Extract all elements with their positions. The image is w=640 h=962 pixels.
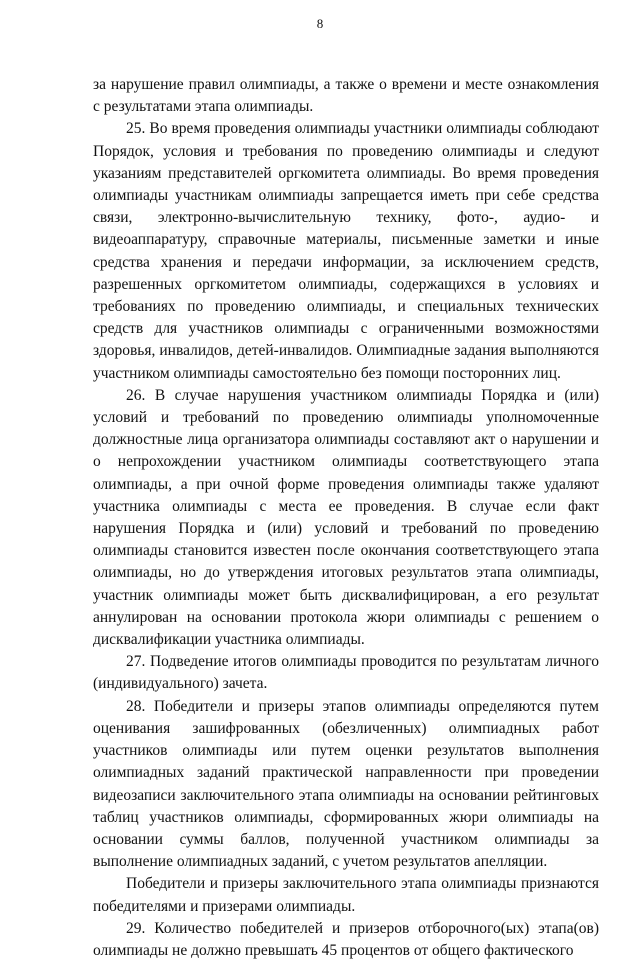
page-number: 8 (316, 16, 324, 31)
document-body (93, 74, 599, 962)
paragraph-26: 26. В случае нарушения участником олимпиады Порядка и (или) условий и требований по проведению олимпиады уполномоченные должностные лица организатора олимпиады составляют акт о нарушении и о непрохождении участником олимпиады соответствующего этапа олимпиады, а при очной форме проведения олимпиады также удаляют участника олимпиады с места ее проведения. В случае если факт нарушения Порядка и (или) условий и требований по проведению олимпиады становится известен после окончания соответствующего этапа олимпиады, но до утверждения итоговых результатов этапа олимпиады, участник олимпиады может быть дисквалифицирован, а его результат аннулирован на основании протокола жюри олимпиады с решением о дисквалификации участника олимпиады. (93, 386, 599, 649)
paragraph-continuation: за нарушение правил олимпиады, а также о времени и месте ознакомления с результатами этапа олимпиады. (93, 76, 599, 116)
paragraph-28: 28. Победители и призеры этапов олимпиады определяются путем оценивания зашифрованных (обезличенных) олимпиадных работ участников олимпиады или путем оценки результатов выполнения олимпиадных заданий практической направленности при проведении видеозаписи заключительного этапа олимпиады на основании рейтинговых таблиц участников олимпиады, сформированных жюри олимпиады на основании суммы баллов, полученной участником олимпиады за выполнение олимпиадных заданий, с учетом результатов апелляции. (93, 697, 599, 871)
paragraph-29: 29. Количество победителей и призеров отборочного(ых) этапа(ов) олимпиады не должно превышать 45 процентов от общего фактического (93, 919, 599, 959)
paragraph-25: 25. Во время проведения олимпиады участники олимпиады соблюдают Порядок, условия и требования по проведению олимпиады и следуют указаниям представителей оргкомитета олимпиады. Во время проведения олимпиады участникам олимпиады запрещается иметь при себе средства связи, электронно-вычислительную технику, фото-, аудио- и видеоаппаратуру, справочные материалы, письменные заметки и иные средства хранения и передачи информации, за исключением средств, разрешенных оргкомитетом олимпиады, содержащихся в условиях и требованиях по проведению олимпиады, и специальных технических средств для участников олимпиады с ограниченными возможностями здоровья, инвалидов, детей-инвалидов. Олимпиадные задания выполняются участником олимпиады самостоятельно без помощи посторонних лиц. (93, 120, 599, 382)
paragraph-27: 27. Подведение итогов олимпиады проводится по результатам личного (индивидуального) зачета. (93, 653, 599, 693)
paragraph-winners: Победители и призеры заключительного этапа олимпиады признаются победителями и призерами олимпиады. (93, 875, 599, 915)
